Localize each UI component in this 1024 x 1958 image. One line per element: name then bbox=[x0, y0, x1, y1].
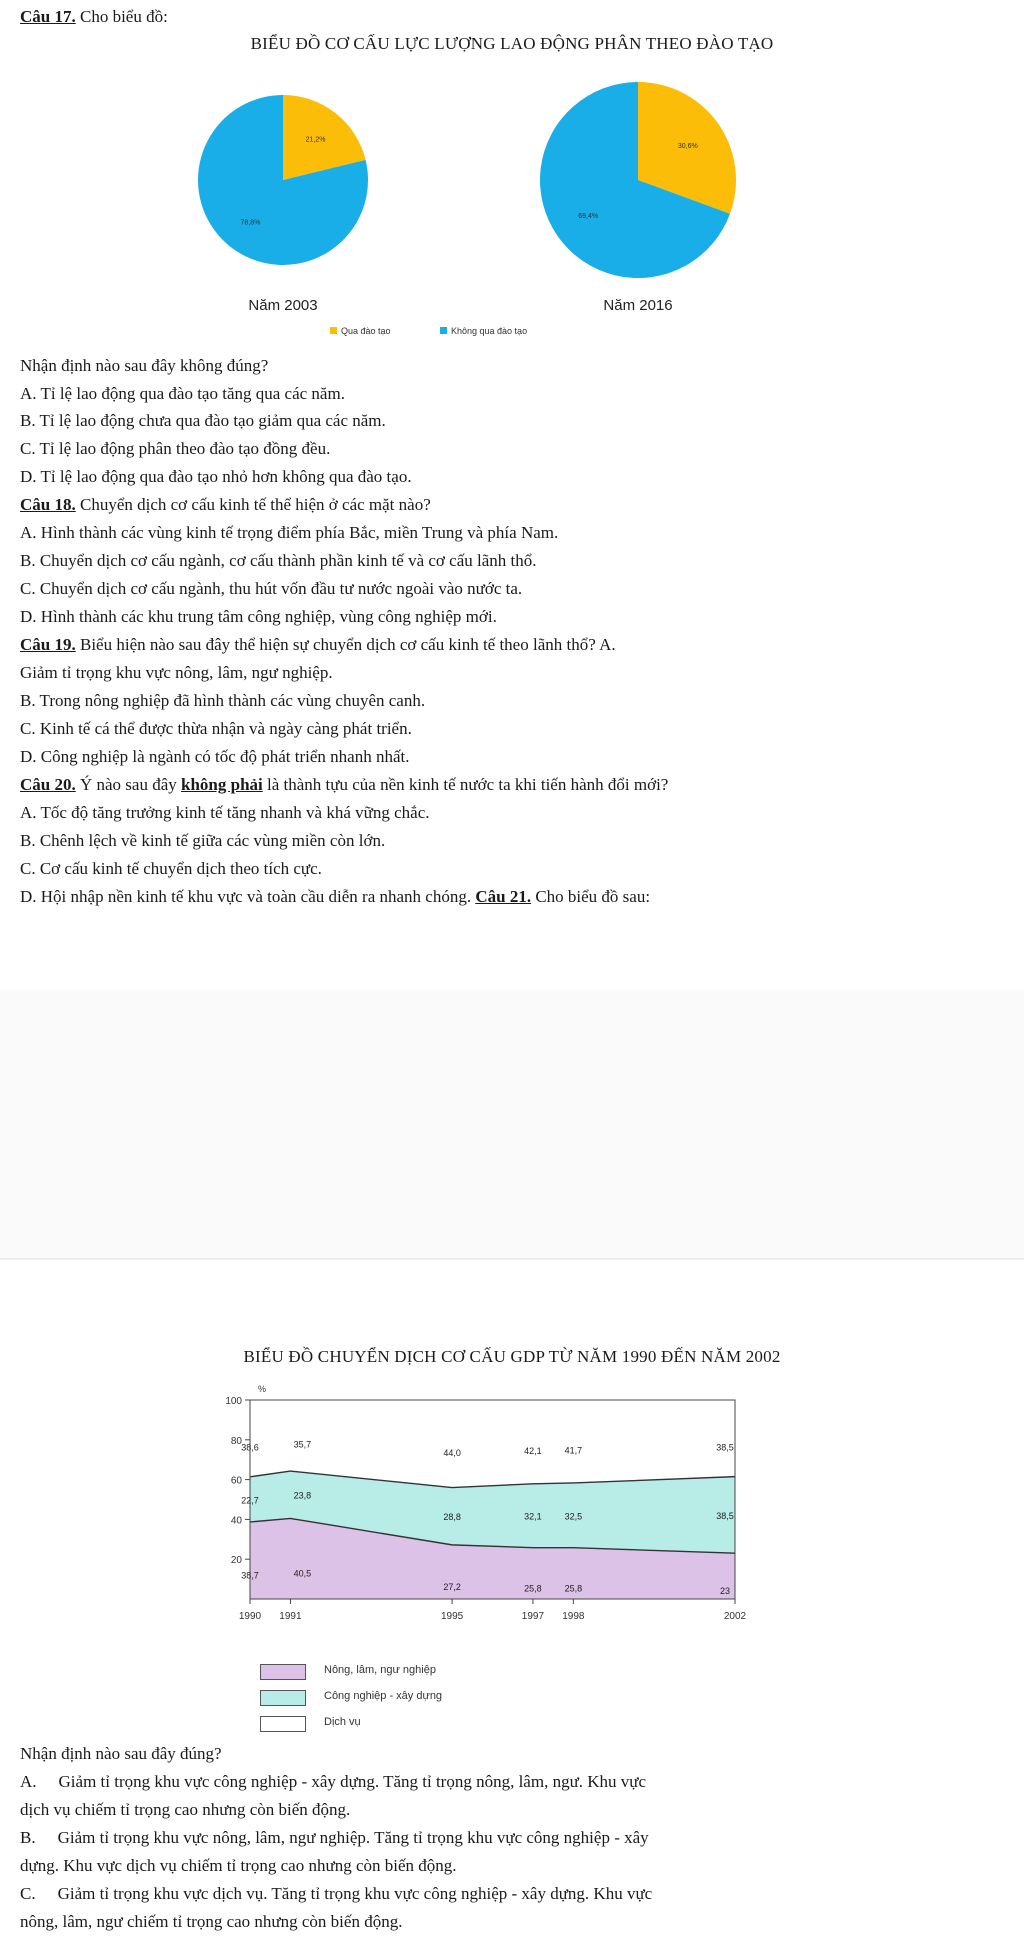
q21-chart-title: BIỂU ĐỒ CHUYỂN DỊCH CƠ CẤU GDP TỪ NĂM 1990 ĐẾN NĂM 2002 bbox=[243, 1347, 781, 1366]
legend-service-swatch bbox=[260, 1716, 306, 1732]
pie-legend-swatch-0 bbox=[330, 327, 337, 334]
q21-option-c[interactable] bbox=[20, 1881, 652, 1907]
q17-option-a[interactable]: A. Tỉ lệ lao động qua đào tạo tăng qua các năm. bbox=[20, 384, 345, 403]
q17-heading: Câu 17. bbox=[20, 7, 76, 26]
pie-legend-swatch-1 bbox=[440, 327, 447, 334]
data-label-s0-1990: 38,7 bbox=[241, 1570, 259, 1581]
data-label-s0-2002: 23 bbox=[719, 1586, 731, 1597]
q20-heading-emph: không phải bbox=[181, 775, 263, 794]
pie-chart-2003 bbox=[198, 95, 368, 265]
data-label-s0-1998: 25,8 bbox=[564, 1583, 583, 1594]
q21-option-c-cont[interactable]: nông, lâm, ngư chiếm tỉ trọng cao nhưng còn biến động. bbox=[20, 1912, 403, 1931]
data-label-s0-1995: 27,2 bbox=[443, 1581, 461, 1592]
gap-divider bbox=[0, 1258, 1024, 1260]
data-label-s2-1998: 41,7 bbox=[564, 1445, 583, 1456]
q21-option-b[interactable] bbox=[20, 1825, 649, 1851]
q21-option-a-cont[interactable]: dịch vụ chiếm tỉ trọng cao nhưng còn biến động. bbox=[20, 1800, 351, 1819]
legend-industry-label: Công nghiệp - xây dựng bbox=[324, 1690, 443, 1702]
data-label-s1-1998: 32,5 bbox=[564, 1511, 583, 1522]
q21-option-b-cont[interactable]: dựng. Khu vực dịch vụ chiếm tỉ trọng cao nhưng còn biến động. bbox=[20, 1856, 457, 1875]
legend-agri-label: Nông, lâm, ngư nghiệp bbox=[324, 1664, 436, 1676]
data-label-s2-2002: 38,5 bbox=[716, 1442, 734, 1453]
pie-legend bbox=[330, 326, 527, 336]
q17-heading-line bbox=[20, 4, 168, 30]
q20-heading-line bbox=[20, 772, 668, 798]
x-tick-label-1997: 1997 bbox=[521, 1611, 545, 1622]
q18-heading-line bbox=[20, 492, 431, 518]
q20-option-c[interactable]: C. Cơ cấu kinh tế chuyển dịch theo tích cực. bbox=[20, 859, 322, 878]
q19-heading-line bbox=[20, 632, 616, 658]
q21-option-a-text: Giảm tỉ trọng khu vực công nghiệp - xây dựng. Tăng tỉ trọng nông, lâm, ngư. Khu vực bbox=[58, 1772, 647, 1791]
pie-2016-title: Năm 2016 bbox=[603, 297, 673, 314]
q20-option-a[interactable]: A. Tốc độ tăng trưởng kinh tế tăng nhanh và khá vững chắc. bbox=[20, 803, 430, 822]
q20-option-b[interactable]: B. Chênh lệch về kinh tế giữa các vùng miền còn lớn. bbox=[20, 831, 386, 850]
y-axis-unit: % bbox=[258, 1384, 267, 1394]
data-label-s1-2002: 38,5 bbox=[716, 1510, 734, 1521]
data-label-s2-1997: 42,1 bbox=[524, 1445, 542, 1456]
q17-option-b[interactable]: B. Tỉ lệ lao động chưa qua đào tạo giảm qua các năm. bbox=[20, 411, 386, 430]
q19-heading-text: Biểu hiện nào sau đây thể hiện sự chuyển dịch cơ cấu kinh tế theo lãnh thổ? A. bbox=[75, 635, 616, 654]
pie-2016-label-1: 69,4% bbox=[578, 212, 599, 220]
q19-heading: Câu 19. bbox=[20, 635, 76, 654]
pie-2003-label-1: 78,8% bbox=[240, 219, 261, 227]
data-label-s2-1990: 38,6 bbox=[241, 1442, 259, 1453]
q17-question: Nhận định nào sau đây không đúng? bbox=[20, 356, 269, 375]
q19-option-a[interactable]: Giảm tỉ trọng khu vực nông, lâm, ngư nghiệp. bbox=[20, 663, 333, 682]
q21-option-c-text: Giảm tỉ trọng khu vực dịch vụ. Tăng tỉ trọng khu vực công nghiệp - xây dựng. Khu vực bbox=[57, 1884, 653, 1903]
y-tick-label-100: 100 bbox=[225, 1396, 242, 1407]
q21-heading-text: Cho biểu đồ sau: bbox=[531, 887, 651, 906]
pie-legend-label-1: Không qua đào tạo bbox=[451, 326, 528, 336]
pie-chart-2016 bbox=[540, 82, 736, 278]
data-label-s1-1997: 32,1 bbox=[524, 1511, 542, 1522]
x-tick-label-1995: 1995 bbox=[440, 1611, 464, 1622]
q21-option-b-text: Giảm tỉ trọng khu vực nông, lâm, ngư nghiệp. Tăng tỉ trọng khu vực công nghiệp - xây bbox=[57, 1828, 649, 1847]
q21-option-a-label: A. bbox=[20, 1772, 37, 1791]
q21-option-c-label: C. bbox=[20, 1884, 36, 1903]
y-tick-label-60: 60 bbox=[230, 1475, 242, 1487]
q20-heading: Câu 20. bbox=[20, 775, 76, 794]
q18-option-c[interactable]: C. Chuyển dịch cơ cấu ngành, thu hút vốn đầu tư nước ngoài vào nước ta. bbox=[20, 579, 523, 598]
q17-option-c[interactable]: C. Tỉ lệ lao động phân theo đào tạo đồng đều. bbox=[20, 439, 331, 458]
blank-gap bbox=[0, 990, 1024, 1260]
q20-heading-text: là thành tựu của nền kinh tế nước ta khi tiến hành đổi mới? bbox=[262, 775, 669, 794]
q18-heading: Câu 18. bbox=[20, 495, 76, 514]
q19-option-d[interactable]: D. Công nghiệp là ngành có tốc độ phát triển nhanh nhất. bbox=[20, 747, 410, 766]
y-tick-label-40: 40 bbox=[230, 1515, 242, 1527]
data-label-s1-1995: 28,8 bbox=[443, 1512, 461, 1523]
x-tick-label-2002: 2002 bbox=[723, 1611, 747, 1622]
q18-option-a[interactable]: A. Hình thành các vùng kinh tế trọng điểm phía Bắc, miền Trung và phía Nam. bbox=[20, 523, 559, 542]
y-tick-label-80: 80 bbox=[230, 1435, 242, 1447]
legend-industry-swatch bbox=[260, 1690, 306, 1706]
pie-2003-label-0: 21,2% bbox=[305, 136, 326, 144]
pie-legend-label-0: Qua đào tạo bbox=[341, 326, 391, 336]
x-tick-label-1990: 1990 bbox=[238, 1611, 262, 1622]
x-tick-label-1991: 1991 bbox=[279, 1611, 302, 1622]
q17-chart-title: BIỂU ĐỒ CƠ CẤU LỰC LƯỢNG LAO ĐỘNG PHÂN THEO ĐÀO TẠO bbox=[250, 34, 774, 53]
x-tick-label-1998: 1998 bbox=[562, 1611, 585, 1622]
area-layers bbox=[250, 1400, 735, 1599]
q17-option-d[interactable]: D. Tỉ lệ lao động qua đào tạo nhỏ hơn không qua đào tạo. bbox=[20, 467, 412, 486]
legend-agri-swatch bbox=[260, 1664, 306, 1680]
pie-2003-title: Năm 2003 bbox=[248, 297, 318, 314]
area-chart bbox=[0, 1380, 1024, 1660]
q21-option-b-label: B. bbox=[20, 1828, 36, 1847]
data-label-s1-1991: 23,8 bbox=[293, 1490, 312, 1501]
q20-option-d[interactable]: D. Hội nhập nền kinh tế khu vực và toàn cầu diễn ra nhanh chóng. bbox=[20, 887, 476, 906]
data-label-s0-1991: 40,5 bbox=[293, 1568, 312, 1579]
q19-option-b[interactable]: B. Trong nông nghiệp đã hình thành các vùng chuyên canh. bbox=[20, 691, 426, 710]
q18-option-d[interactable]: D. Hình thành các khu trung tâm công nghiệp, vùng công nghiệp mới. bbox=[20, 607, 497, 626]
q21-option-a[interactable] bbox=[20, 1769, 646, 1795]
pie-2016-label-0: 30,6% bbox=[677, 143, 698, 151]
q17-heading-text: Cho biểu đồ: bbox=[75, 7, 168, 26]
data-label-s1-1990: 22,7 bbox=[241, 1495, 259, 1506]
data-label-s0-1997: 25,8 bbox=[524, 1583, 542, 1594]
q18-option-b[interactable]: B. Chuyển dịch cơ cấu ngành, cơ cấu thành phần kinh tế và cơ cấu lãnh thổ. bbox=[20, 551, 537, 570]
data-label-s2-1991: 35,7 bbox=[293, 1439, 312, 1450]
y-tick-label-20: 20 bbox=[230, 1555, 242, 1567]
q21-heading: Câu 21. bbox=[475, 887, 532, 906]
q20-option-d-line bbox=[20, 884, 650, 910]
pie-charts bbox=[0, 60, 1024, 350]
q19-option-c[interactable]: C. Kinh tế cá thể được thừa nhận và ngày càng phát triển. bbox=[20, 719, 412, 738]
q18-heading-text: Chuyển dịch cơ cấu kinh tế thể hiện ở các mặt nào? bbox=[75, 495, 431, 514]
q20-heading-mid: Ý nào sau đây bbox=[75, 775, 182, 794]
q21-question: Nhận định nào sau đây đúng? bbox=[20, 1744, 222, 1763]
legend-service-label: Dịch vụ bbox=[324, 1716, 361, 1728]
data-label-s2-1995: 44,0 bbox=[443, 1447, 461, 1458]
